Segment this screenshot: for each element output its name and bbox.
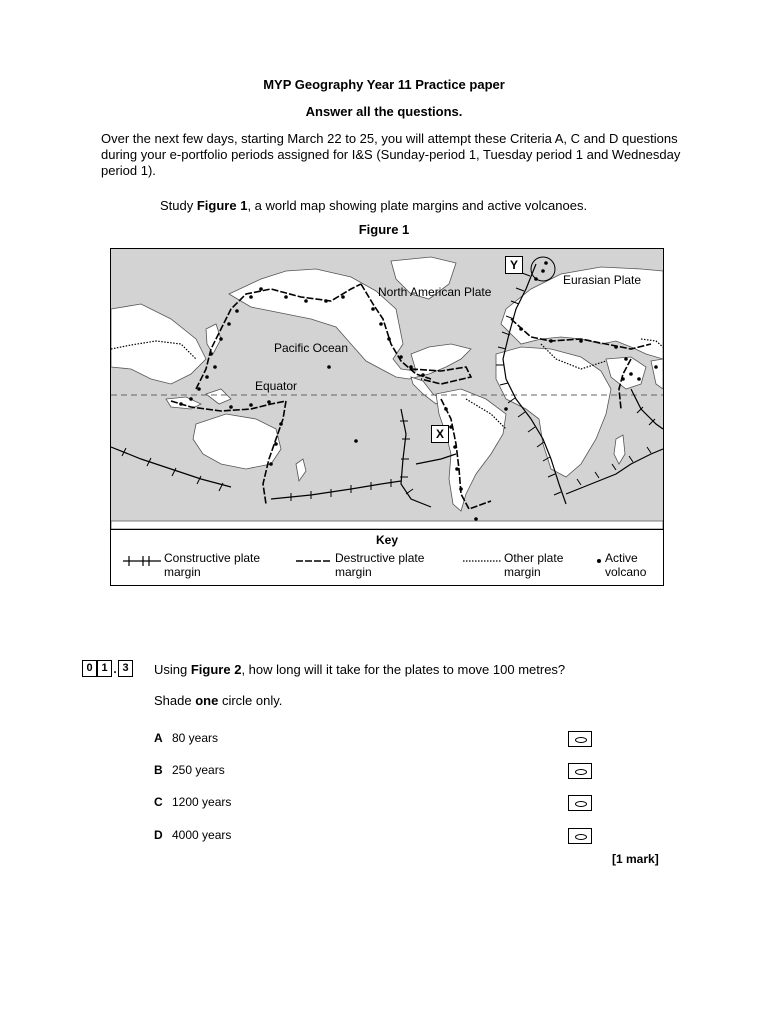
option-d-letter: D (154, 828, 163, 842)
oval-icon (575, 737, 587, 743)
page-title: MYP Geography Year 11 Practice paper (263, 77, 505, 92)
label-pacific-ocean: Pacific Ocean (274, 341, 349, 355)
option-a-answer-oval[interactable] (568, 731, 592, 747)
label-north-american-plate: North American Plate (378, 285, 492, 299)
question-number-digit-2: 1 (97, 660, 112, 677)
key-constructive-line1: Constructive plate (164, 551, 261, 565)
key-destructive-line2: margin (335, 565, 372, 579)
option-d-text: 4000 years (172, 828, 232, 842)
map-key (111, 529, 663, 585)
key-destructive-line1: Destructive plate (335, 551, 425, 565)
option-d (154, 828, 231, 842)
option-a-letter: A (154, 731, 163, 745)
key-volcano-line2: volcano (605, 565, 647, 579)
key-other-line2: margin (504, 565, 541, 579)
instruction-prefix: Shade (154, 693, 196, 708)
key-constructive (164, 551, 260, 579)
question-text (154, 662, 565, 677)
key-title: Key (375, 533, 398, 547)
question-prefix: Using (154, 662, 191, 677)
destructive-margin-symbol (296, 555, 332, 567)
question-number-digit-1: 0 (82, 660, 97, 677)
question-suffix: , how long will it take for the plates to move 100 metres? (241, 662, 566, 677)
option-b-text: 250 years (172, 763, 225, 777)
option-c-letter: C (154, 795, 163, 809)
study-figure-ref: Figure 1 (196, 198, 248, 213)
key-other (504, 551, 563, 579)
other-margin-symbol (463, 555, 501, 567)
option-b (154, 763, 225, 777)
question-figure-ref: Figure 2 (190, 662, 242, 677)
question-number (82, 660, 133, 677)
question-number-digit-3: 3 (118, 660, 133, 677)
intro-paragraph: Over the next few days, starting March 22 to 25, you will attempt these Criteria A, C and D questions during your e-portfolio periods assigned for I&S (Sunday-period 1, Tuesday period 1 and Wednesday period 1). (101, 131, 681, 178)
study-prefix: Study (160, 198, 197, 213)
key-constructive-line2: margin (164, 565, 201, 579)
oval-icon (575, 769, 587, 775)
instruction-bold: one (195, 693, 219, 708)
option-d-answer-oval[interactable] (568, 828, 592, 844)
option-b-letter: B (154, 763, 163, 777)
option-a (154, 731, 218, 745)
page-subtitle: Answer all the questions. (305, 104, 463, 119)
option-b-answer-oval[interactable] (568, 763, 592, 779)
option-c-text: 1200 years (172, 795, 232, 809)
figure-label: Figure 1 (358, 222, 410, 237)
question-number-dot: . (113, 661, 117, 676)
oval-icon (575, 801, 587, 807)
study-instruction (160, 198, 587, 213)
option-c-answer-oval[interactable] (568, 795, 592, 811)
label-box-x: X (431, 425, 449, 443)
constructive-margin-symbol (123, 555, 161, 567)
key-other-line1: Other plate (504, 551, 564, 565)
key-volcano (605, 551, 646, 579)
instruction-suffix: circle only. (218, 693, 283, 708)
study-suffix: , a world map showing plate margins and active volcanoes. (247, 198, 588, 213)
volcano-symbol (595, 557, 603, 565)
option-a-text: 80 years (172, 731, 219, 745)
marks-label: [1 mark] (612, 852, 659, 866)
label-box-y: Y (505, 256, 523, 274)
option-c (154, 795, 231, 809)
oval-icon (575, 834, 587, 840)
map-area (111, 249, 663, 530)
key-destructive (335, 551, 424, 579)
figure-world-map (110, 248, 664, 586)
question-instruction (154, 693, 282, 708)
label-eurasian-plate: Eurasian Plate (563, 273, 642, 287)
label-equator: Equator (255, 379, 298, 393)
key-volcano-line1: Active (605, 551, 638, 565)
